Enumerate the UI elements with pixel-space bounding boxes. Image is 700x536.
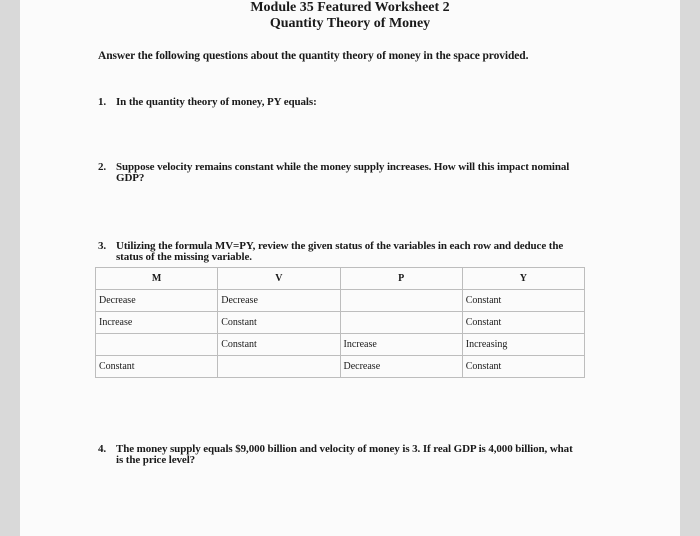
table-cell: Decrease	[96, 290, 218, 312]
table-row	[96, 312, 585, 334]
table-cell	[218, 356, 340, 378]
question-text: Utilizing the formula MV=PY, review the given status of the variables in each row and deduce the status of the missing variable.	[116, 240, 564, 263]
table-cell: Constant	[462, 312, 584, 334]
table-cell	[340, 312, 462, 334]
table-header-row	[96, 268, 585, 290]
table-cell: Decrease	[340, 356, 462, 378]
table-cell: Increase	[340, 334, 462, 356]
table-cell: Increasing	[462, 334, 584, 356]
question-number: 2.	[98, 161, 107, 173]
table-cell: Constant	[96, 356, 218, 378]
table-cell: Decrease	[218, 290, 340, 312]
question-number: 3.	[98, 240, 107, 252]
instructions: Answer the following questions about the quantity theory of money in the space provided.	[98, 50, 529, 62]
worksheet-title: Module 35 Featured Worksheet 2	[250, 0, 450, 15]
mv-py-table	[95, 267, 585, 378]
table-row	[96, 356, 585, 378]
header-y: Y	[462, 268, 584, 290]
table-cell: Increase	[96, 312, 218, 334]
header-p: P	[340, 268, 462, 290]
question-number: 1.	[98, 96, 107, 108]
table-cell: Constant	[462, 356, 584, 378]
table-cell	[96, 334, 218, 356]
question-number: 4.	[98, 443, 107, 455]
header-m: M	[96, 268, 218, 290]
table-row	[96, 334, 585, 356]
table-cell	[340, 290, 462, 312]
table-cell: Constant	[218, 334, 340, 356]
table-cell: Constant	[462, 290, 584, 312]
table-row	[96, 290, 585, 312]
worksheet-subtitle: Quantity Theory of Money	[269, 16, 431, 31]
table-cell: Constant	[218, 312, 340, 334]
header-v: V	[218, 268, 340, 290]
question-text: Suppose velocity remains constant while the money supply increases. How will this impact nominal GDP?	[116, 161, 570, 184]
question-text: In the quantity theory of money, PY equals:	[116, 96, 317, 108]
question-text: The money supply equals $9,000 billion and velocity of money is 3. If real GDP is 4,000 billion, what is the price level?	[116, 443, 573, 466]
